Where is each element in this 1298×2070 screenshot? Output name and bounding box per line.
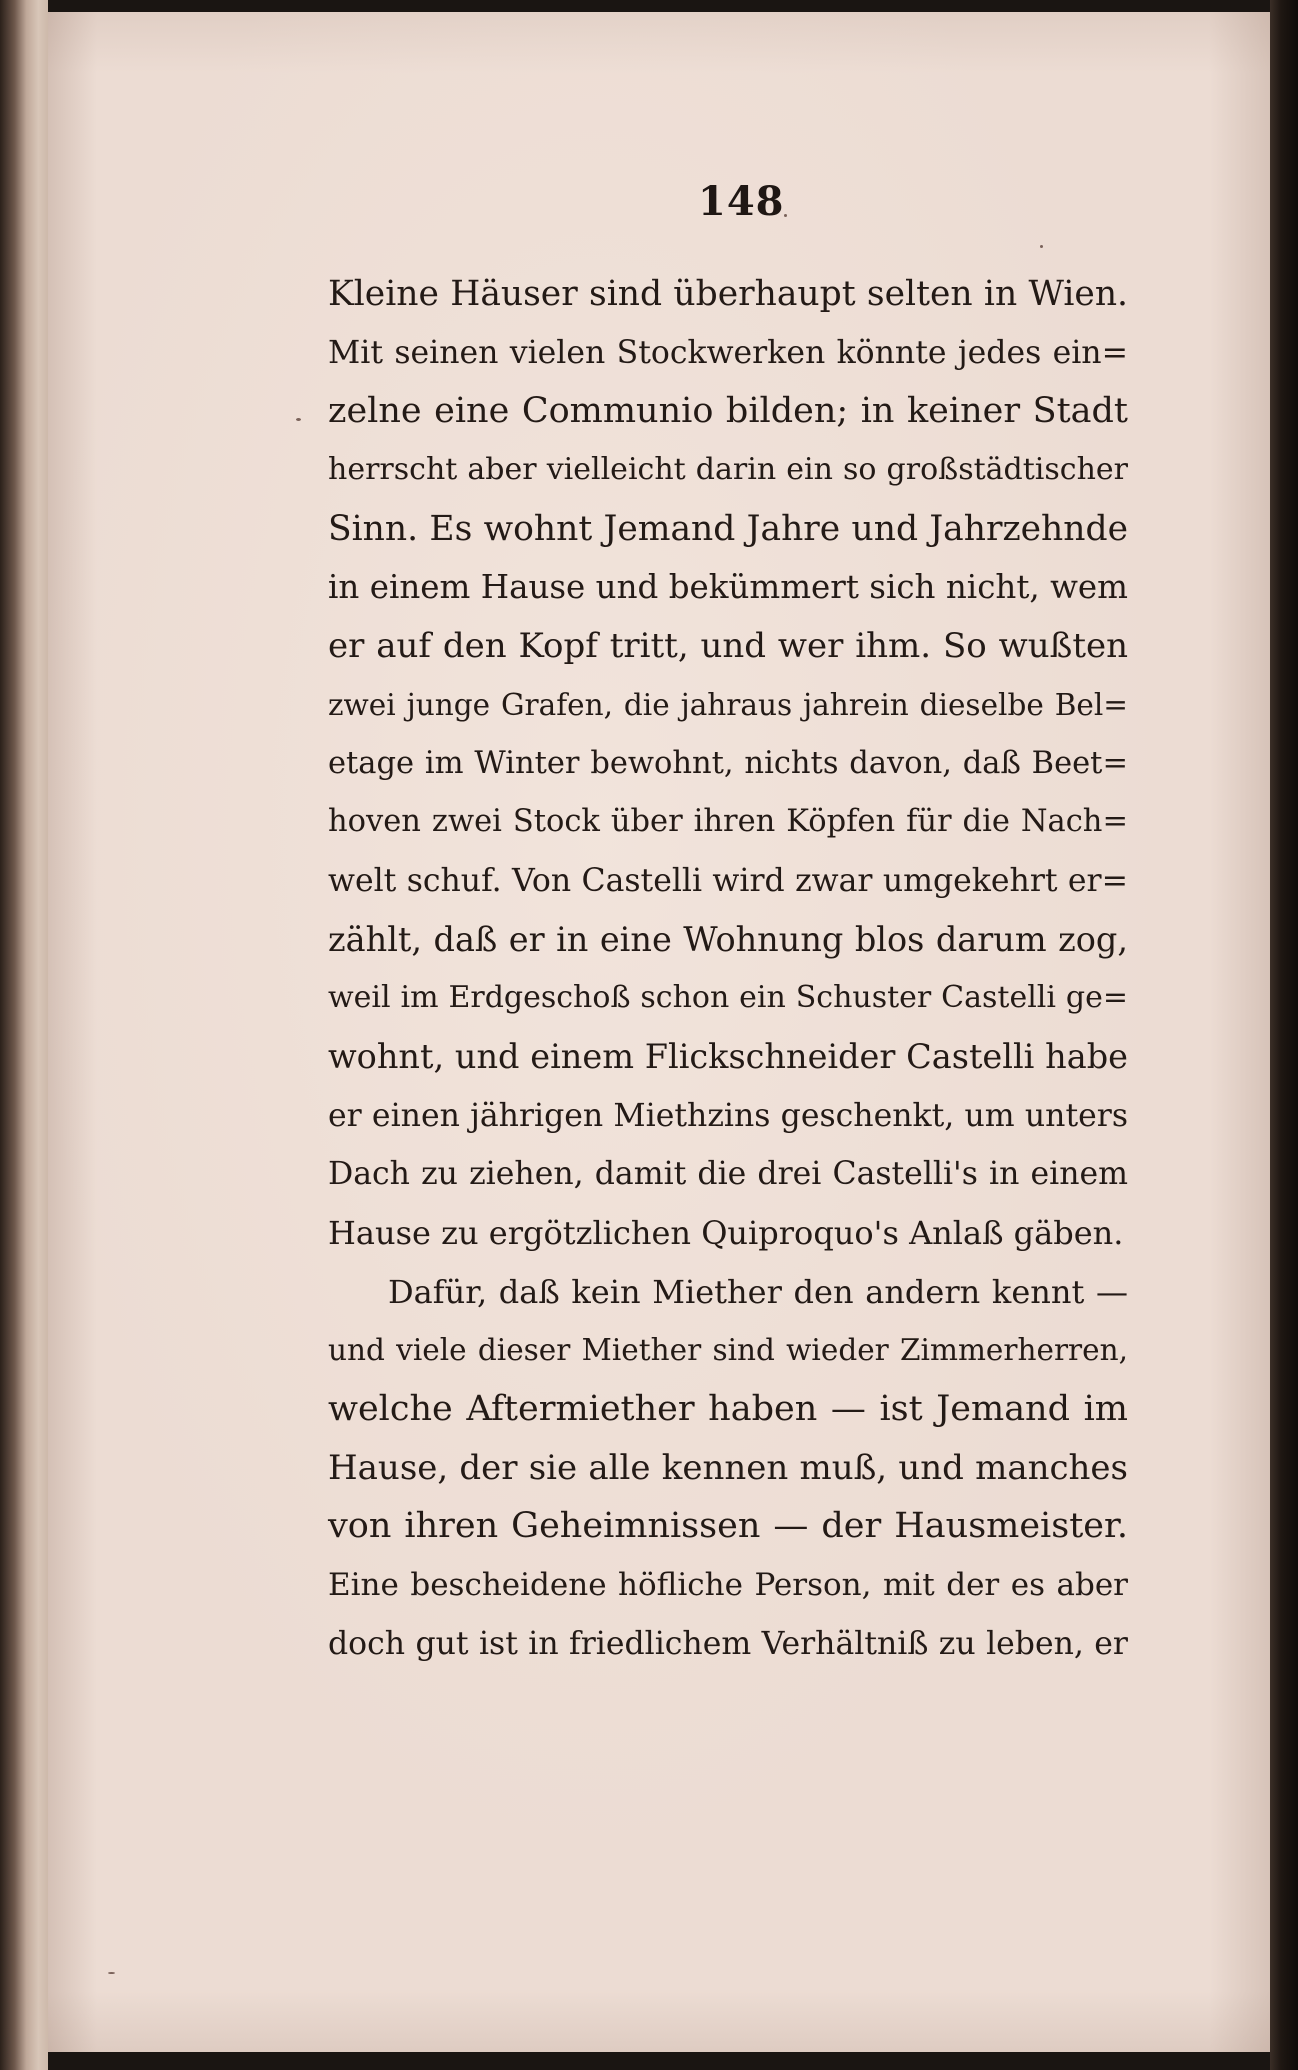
- text-line: zelne eine Communio bilden; in keiner Stadt: [328, 391, 1128, 432]
- book-spine-edge: [0, 0, 48, 2070]
- text-line: wohnt, und einem Flickschneider Castelli habe: [328, 1036, 1128, 1076]
- text-line: er auf den Kopf tritt, und wer ihm. So wußten: [328, 626, 1128, 667]
- text-line: welche Aftermiether haben — ist Jemand im: [328, 1389, 1128, 1430]
- book-cover-edge: [1270, 0, 1298, 2070]
- paper-speck: [296, 418, 301, 421]
- text-line: herrscht aber vielleicht darin ein so großstädtischer: [328, 452, 1128, 488]
- text-line: Eine bescheidene höfliche Person, mit der es aber: [328, 1567, 1128, 1604]
- text-line: Mit seinen vielen Stockwerken könnte jedes ein=: [328, 334, 1128, 371]
- text-line: hoven zwei Stock über ihren Köpfen für die Nach=: [328, 804, 1128, 840]
- text-line: Hause, der sie alle kennen muß, und manches: [328, 1447, 1128, 1488]
- body-text: [328, 265, 1128, 1674]
- text-line: etage im Winter bewohnt, nichts davon, daß Beet=: [328, 745, 1128, 781]
- text-line: und viele dieser Miether sind wieder Zimmerherren,: [328, 1333, 1128, 1368]
- text-line: Hause zu ergötzlichen Quiproquo's Anlaß gäben.: [328, 1214, 1124, 1252]
- text-line: von ihren Geheimnissen — der Hausmeister.: [328, 1506, 1128, 1547]
- text-line: weil im Erdgeschoß schon ein Schuster Castelli ge=: [328, 980, 1128, 1016]
- text-line: doch gut ist in friedlichem Verhältniß zu leben, er: [328, 1625, 1128, 1662]
- paper-speck: [784, 214, 787, 217]
- paragraph-start-line: Dafür, daß kein Miether den andern kennt —: [388, 1272, 1128, 1311]
- text-line: in einem Hause und bekümmert sich nicht, wem: [328, 568, 1128, 607]
- text-line: Dach zu ziehen, damit die drei Castelli's in einem: [328, 1156, 1128, 1193]
- paper-speck: [108, 1972, 115, 1974]
- text-line: welt schuf. Von Castelli wird zwar umgekehrt er=: [328, 862, 1128, 899]
- page-number: 148: [698, 178, 785, 225]
- text-line: Sinn. Es wohnt Jemand Jahre und Jahrzehnde: [328, 508, 1128, 549]
- paper-speck: [1040, 245, 1043, 248]
- text-line: er einen jährigen Miethzins geschenkt, um unters: [328, 1097, 1128, 1134]
- text-line: zwei junge Grafen, die jahraus jahrein dieselbe Bel=: [328, 687, 1128, 722]
- text-line: zählt, daß er in eine Wohnung blos darum zog,: [328, 919, 1128, 959]
- text-line: Kleine Häuser sind überhaupt selten in Wien.: [328, 274, 1128, 314]
